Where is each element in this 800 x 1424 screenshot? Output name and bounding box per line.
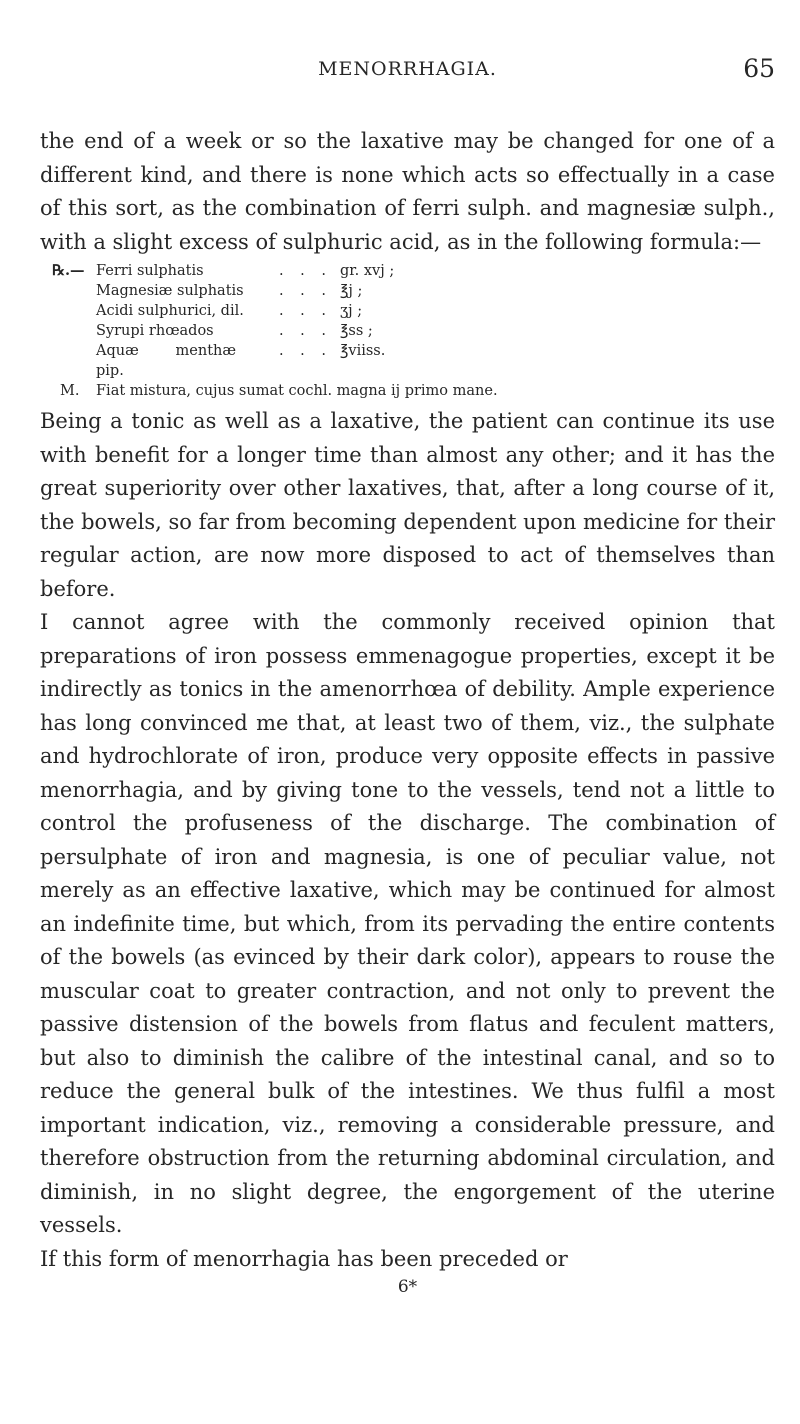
rx-leader-dots: . . . <box>278 343 332 359</box>
rx-dose: ℥j ; <box>340 283 363 299</box>
rx-dose: ℥viiss. <box>340 343 386 359</box>
rx-ingredient: Ferri sulphatis <box>96 263 204 279</box>
signature-mark: 6* <box>397 1277 418 1297</box>
rx-row <box>52 281 775 301</box>
rx-leader-dots: . . . <box>278 283 332 299</box>
running-head-title: MENORRHAGIA. <box>318 58 497 80</box>
rx-row <box>52 321 775 341</box>
paragraph-1: the end of a week or so the laxative may be changed for one of a different kind, and there is none which acts so effectually in a case of this sort, as the combination of ferri sulph. and magnesiæ sulph., with a slight excess of sulphuric acid, as in the following formula:— <box>40 129 775 254</box>
rx-dose: ʒj ; <box>340 303 363 319</box>
rx-row <box>52 261 775 281</box>
rx-signature: Fiat mistura, cujus sumat cochl. magna ij primo mane. <box>96 383 498 399</box>
body-text <box>40 125 775 1298</box>
rx-leader-dots: . . . <box>278 263 332 279</box>
recipe-symbol: ℞.— <box>52 262 85 279</box>
rx-row <box>52 341 775 381</box>
rx-ingredient: Magnesiæ sulphatis <box>96 283 244 299</box>
rx-ingredient: Acidi sulphurici, dil. <box>96 303 244 319</box>
running-header <box>40 54 775 88</box>
paragraph-4: If this form of menorrhagia has been preceded or <box>40 1246 568 1271</box>
paragraph-2: Being a tonic as well as a laxative, the patient can continue its use with benefit for a longer time than almost any other; and it has the great superiority over other laxatives, that, after a long course of it, the bowels, so far from becoming dependent upon medicine for their regular action, are now more disposed to act of themselves than before. <box>40 409 775 601</box>
rx-signature-line <box>60 381 775 401</box>
page-number: 65 <box>743 54 775 83</box>
rx-leader-dots: . . . <box>278 303 332 319</box>
rx-leader-dots: . . . <box>278 323 332 339</box>
rx-ingredient: Aquæ menthæ pip. <box>96 343 236 379</box>
rx-dose: ℥ss ; <box>340 323 373 339</box>
paragraph-3: I cannot agree with the commonly received opinion that preparations of iron possess emmenagogue properties, except it be indirectly as tonics in the amenorrhœa of debility. Ample experience has long convinced me that, at least two of them, viz., the sulphate and hydrochlorate of iron, produce very opposite effects in passive menorrhagia, and by giving tone to the vessels, tend not a little to control the profuseness of the discharge. The combination of persulphate of iron and magnesia, is one of peculiar value, not merely as an effective laxative, which may be continued for almost an indefinite time, but which, from its pervading the entire contents of the bowels (as evinced by their dark color), appears to rouse the muscular coat to greater contraction, and not only to prevent the passive distension of the bowels from flatus and feculent matters, but also to diminish the calibre of the intestinal canal, and so to reduce the general bulk of the intestines. We thus fulfil a most important indication, viz., removing a considerable pressure, and therefore obstruction from the returning abdominal circulation, and diminish, in no slight degree, the engorgement of the uterine vessels. <box>40 610 775 1237</box>
rx-dose: gr. xvj ; <box>340 263 395 279</box>
rx-ingredient: Syrupi rhœados <box>96 323 214 339</box>
rx-row <box>52 301 775 321</box>
rx-signature-label: M. <box>60 383 80 399</box>
prescription <box>52 259 775 405</box>
